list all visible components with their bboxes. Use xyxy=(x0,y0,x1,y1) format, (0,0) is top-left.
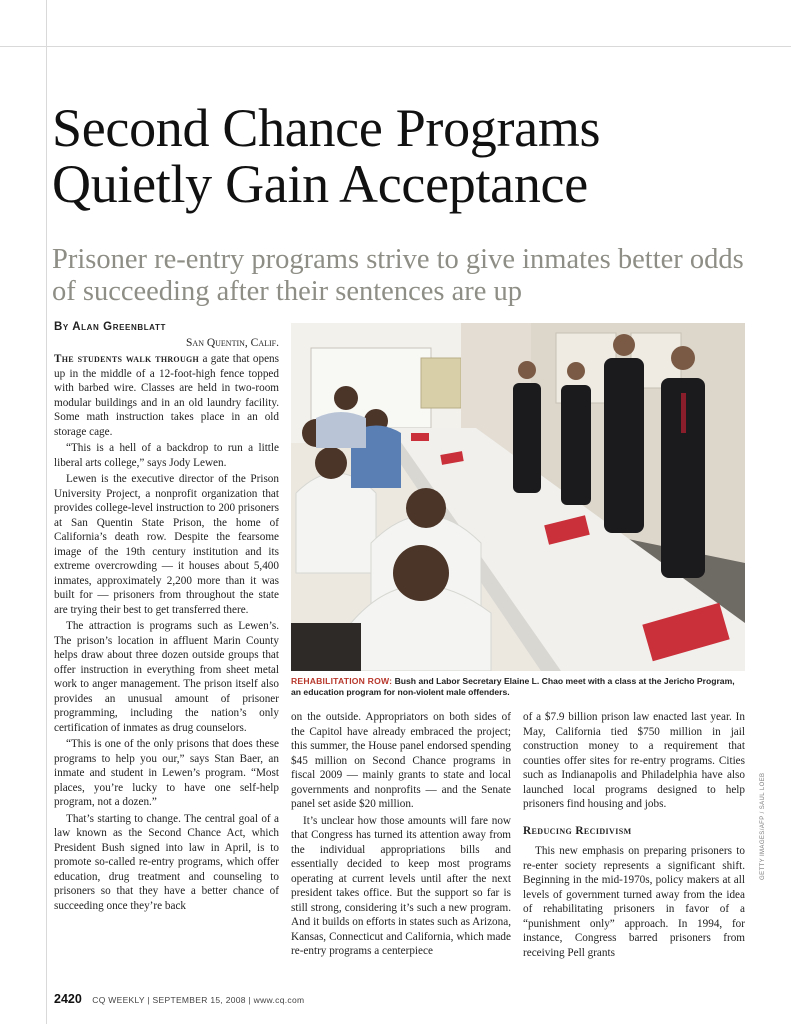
photo-credit: GETTY IMAGES/AFP / SAUL LOEB xyxy=(760,772,766,880)
article-photo xyxy=(291,323,745,671)
classroom-photo-illustration xyxy=(291,323,745,671)
paragraph xyxy=(54,352,279,439)
caption-text: Bush and Labor Secretary Elaine L. Chao meet with a class at the Jericho Program, an education program for non-violent male offenders. xyxy=(291,676,735,697)
paragraph: of a $7.9 billion prison law enacted last year. In May, California tied $750 million in jail construction money to a requirement that counties offer sites for re-entry programs. Cities such as Indianapolis and Philadelphia have also launched local programs designed to help prisoners find housing and jobs. xyxy=(523,711,745,810)
paragraph: It’s unclear how those amounts will fare now that Congress has turned its attention away from the individual appropriations bills and essentially decided to keep most programs operating at current levels until after the next president takes office. But the support so far is still strong, considering it’s such a new program. And it builds on efforts in states such as Arizona, Kansas, Connecticut and California, which made re-entry programs a centerpiece xyxy=(291,814,511,957)
dek-subtitle: Prisoner re-entry programs strive to give inmates better odds of succeeding after their sentences are up xyxy=(52,244,744,307)
footer-publication-info: CQ WEEKLY | SEPTEMBER 15, 2008 | www.cq.com xyxy=(92,995,305,1005)
crop-mark-horizontal xyxy=(0,46,791,47)
dateline: San Quentin, Calif. xyxy=(186,336,279,349)
paragraph: “This is one of the only prisons that does these programs to help you our,” says Stan Baer, an inmate and student in Lewen’s program. “Most places, you’re lucky to have one self-help program, not a dozen.” xyxy=(54,738,279,808)
paragraph: on the outside. Appropriators on both sides of the Capitol have already embraced the project; this summer, the House panel endorsed spending $45 million on Second Chance programs in fiscal 2009 — mainly grants to state and local governments and nonprofits — and the Senate panel set aside $20 million. xyxy=(291,711,511,810)
page-number: 2420 xyxy=(54,992,82,1006)
section-subhead: Reducing Recidivism xyxy=(523,824,632,837)
paragraph: The attraction is programs such as Lewen’s. The prison’s location in affluent Marin County helps draw about three dozen outside groups that offer instruction in everything from sheet metal work to anger management. The prison itself also provides an unusual amount of prisoner programming, including the nation’s only certification of inmates as drug counselors. xyxy=(54,620,279,734)
page-footer xyxy=(54,990,304,1008)
crop-mark-vertical xyxy=(46,0,47,1024)
article-column-3 xyxy=(523,710,745,962)
paragraph: Lewen is the executive director of the Prison University Project, a nonprofit organization that provides college-level instruction to 200 prisoners at San Quentin State Prison, the home of California’s death row. Despite the fearsome image of the 19th century institution and its extreme overcrowding — it houses about 5,400 inmates, approximately 2,200 more than it was built for — prisoners from throughout the state are trying their best to get transferred there. xyxy=(54,473,279,616)
photo-caption xyxy=(291,676,745,698)
caption-label: REHABILITATION ROW: xyxy=(291,676,393,686)
article-column-1 xyxy=(54,320,279,915)
paragraph-text: a gate that opens up in the middle of a 12-foot-high fence topped with barbed wire. Classes are held in two-room modular buildings and in an old laundry facility. Some math instruction takes place in an old storage cage. xyxy=(54,353,279,438)
article-column-2 xyxy=(291,710,511,961)
headline: Second Chance Programs Quietly Gain Acceptance xyxy=(52,98,601,214)
byline: By Alan Greenblatt xyxy=(54,321,166,333)
lead-in: The students walk through xyxy=(54,353,200,365)
paragraph: This new emphasis on preparing prisoners to re-enter society represents a significant shift. Beginning in the mid-1970s, policy makers at all levels of government turned away from the idea of rehabilitating prisoners in favor of a “punishment only” approach. In 1994, for instance, Congress barred prisoners from receiving Pell grants xyxy=(523,845,745,959)
paragraph: “This is a hell of a backdrop to run a little liberal arts college,” says Jody Lewen. xyxy=(54,442,279,469)
paragraph: That’s starting to change. The central goal of a law known as the Second Chance Act, which President Bush signed into law in April, is to promote so-called re-entry programs, which offer education, drug treatment and counseling to prisoners so that they have a better chance of succeeding once they’re back xyxy=(54,812,279,912)
